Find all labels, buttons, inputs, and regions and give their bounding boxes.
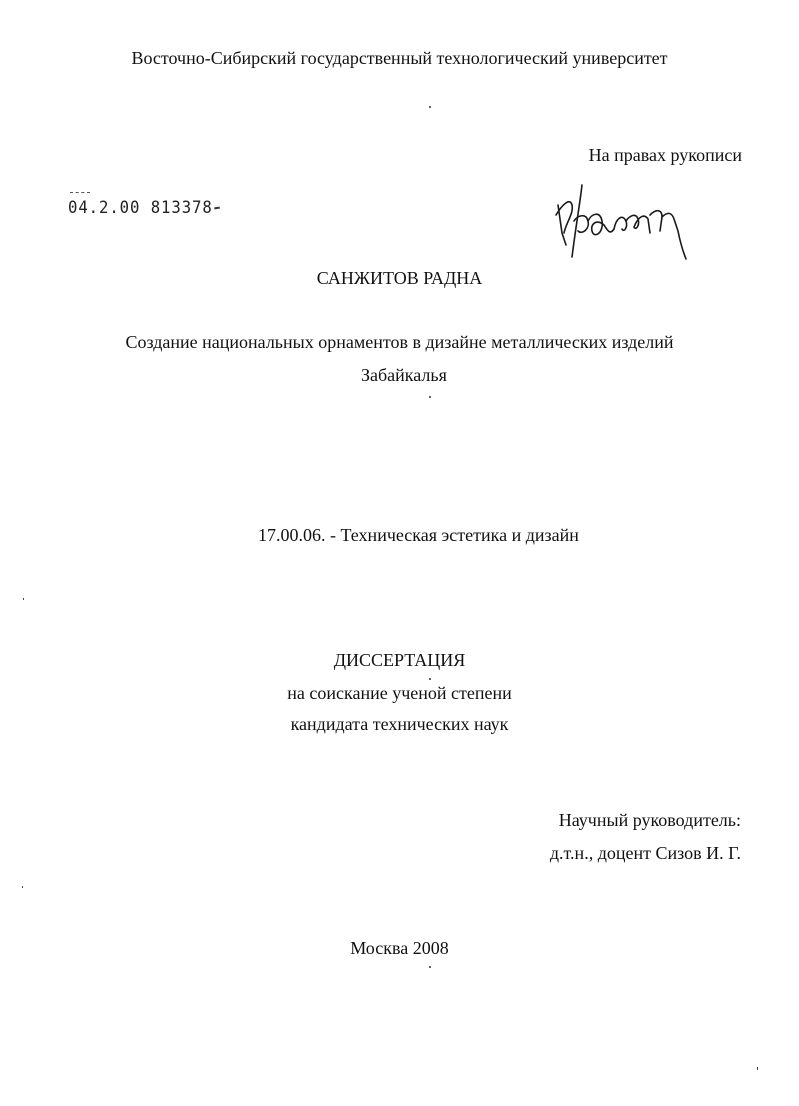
manuscript-rights-note: На правах рукописи — [588, 145, 742, 165]
specialty-code: 17.00.06. - Техническая эстетика и дизайн — [258, 525, 579, 545]
author-signature — [552, 175, 692, 270]
code-dash-mark — [214, 207, 220, 210]
scan-speck — [429, 678, 431, 680]
degree-purpose-line-2: кандидата технических наук — [290, 714, 509, 734]
thesis-title-line-2: Забайкалья — [361, 365, 447, 385]
document-type: ДИССЕРТАЦИЯ — [333, 650, 466, 670]
author-name: САНЖИТОВ РАДНА — [316, 268, 483, 288]
registration-code-text: 04.2.00 813378 — [68, 198, 213, 218]
scan-speck — [757, 1067, 758, 1070]
institution-name: Восточно-Сибирский государственный технологический университет — [131, 48, 668, 68]
scan-speck — [429, 966, 431, 968]
degree-purpose-line-1: на соискание ученой степени — [287, 683, 512, 703]
scan-speck — [429, 106, 431, 108]
code-marks — [70, 192, 90, 196]
scan-speck — [22, 886, 23, 888]
registration-code — [68, 198, 220, 218]
supervisor-name: д.т.н., доцент Сизов И. Г. — [549, 843, 741, 863]
thesis-title-line-1: Создание национальных орнаментов в дизайне металлических изделий — [125, 332, 674, 352]
city-and-year: Москва 2008 — [350, 938, 449, 958]
supervisor-label: Научный руководитель: — [558, 810, 741, 830]
scan-speck — [429, 396, 431, 398]
scan-speck — [23, 598, 24, 600]
